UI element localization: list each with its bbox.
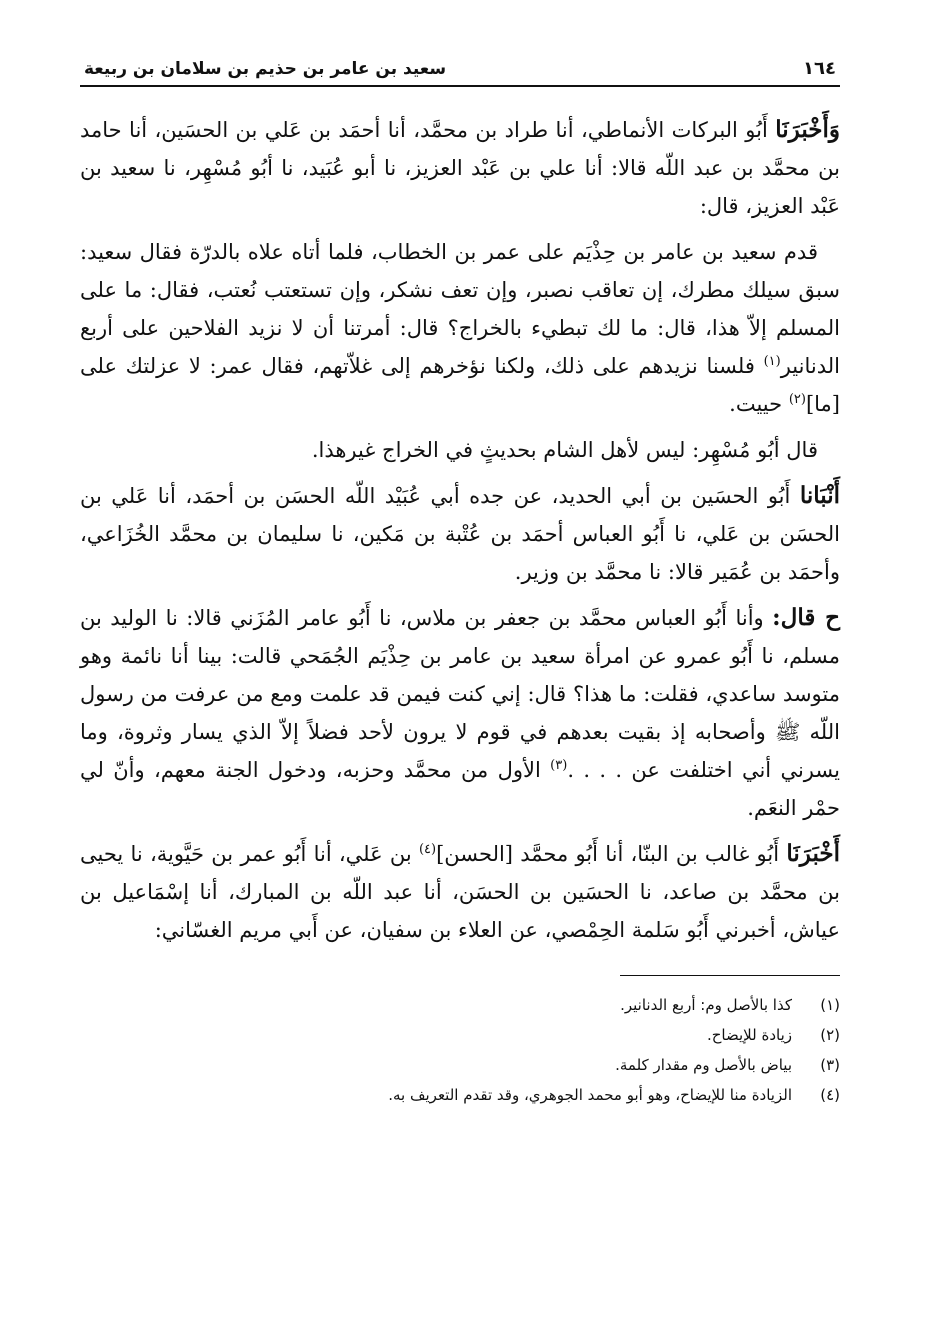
- footnote-ref-4: (٤): [418, 842, 437, 857]
- running-title: سعيد بن عامر بن حذيم بن سلامان بن ربيعة: [84, 59, 447, 79]
- footnote-ref-2: (٢): [788, 392, 806, 407]
- page-number: ١٦٤: [803, 58, 836, 79]
- footnote-number: (١): [820, 996, 840, 1014]
- paragraph-text: فلسنا نزيدهم على ذلك، ولكنا نؤخرهم إلى غلاّتهم، فقال عمر: لا عزلتك على [ما]: [80, 354, 840, 416]
- paragraph-text: أَبُو غالب بن البنّا، أنا أَبُو محمَّد [الحسن]: [436, 842, 780, 866]
- paragraph-text: أَبُو الحسَين بن أبي الحديد، عن جده أبي عُبَيْد اللّه الحسَن بن أحمَد، أنا عَلي بن الحسَن بن عَلي، نا أَبُو العباس أحمَد بن عُتْبة بن مَكين، نا سليمان بن محمَّد الخُزَاعي، وأحمَد بن عُمَير قالا: نا محمَّد بن وزير.: [80, 484, 840, 584]
- footnote-number: (٣): [820, 1056, 840, 1074]
- paragraph-4: [80, 477, 840, 591]
- paragraph-text: وأنا أَبُو العباس محمَّد بن جعفر بن ملاس، نا أَبُو عامر المُزَني قالا: نا الوليد بن مسلم، نا أَبُو عمرو عن امرأة سعيد بن عامر بن حِذْيَم الجُمَحي قالت: بينا أنا نائمة وهو متوسد ساعدي، فقلت: ما هذا؟ قال: إني كنت فيمن قد علمت ومع من عرفت من رسول اللّه ﷺ وأصحابه إذ بقيت بعدهم في قوم لا يرون لأحد فضلاً إلاّ الذي يسار وثروة، وما يسرني أني اختلفت عن . . . .: [80, 606, 840, 782]
- footnote: [80, 990, 840, 1020]
- footnote-number: (٤): [820, 1086, 840, 1104]
- narration-lead: أَخْبَرَنَا: [786, 840, 840, 867]
- footnote: [80, 1080, 840, 1110]
- footnote-text: كذا بالأصل وم: أربع الدنانير.: [620, 996, 792, 1014]
- paragraph-6: [80, 835, 840, 949]
- paragraph-5: [80, 599, 840, 827]
- paragraph-text: حييت.: [729, 392, 789, 416]
- footnote-text: زيادة للإيضاح.: [706, 1026, 792, 1044]
- paragraph-text: أَبُو البركات الأنماطي، أنا طراد بن محمَّد، أنا أحمَد بن عَلي بن الحسَين، أنا حامد بن محمَّد بن عبد اللّه قالا: أنا علي بن عَبْد العزيز، نا أبو عُبَيد، نا أبُو مُسْهِر، نا سعيد بن عَبْد العزيز، قال:: [80, 118, 840, 218]
- paragraph-1: [80, 111, 840, 225]
- main-text: [80, 111, 840, 949]
- narration-lead: أَنْبَانا: [799, 482, 840, 509]
- paragraph-text: بن عَلي، أنا أَبُو عمر بن حَيَّوية، نا يحيى بن محمَّد بن صاعد، نا الحسَين بن الحسَن، أنا عبد اللّه بن المبارك، أنا إسْمَاعيل بن عياش، أخبرني أَبُو سَلمة الحِمْصي، عن العلاء بن سفيان، عن أَبي مريم الغسّاني:: [80, 842, 840, 942]
- footnote-ref-3: (٣): [550, 758, 568, 773]
- footnote-number: (٢): [820, 1026, 840, 1044]
- footnote: [80, 1020, 840, 1050]
- page: [80, 58, 840, 1110]
- footnote-divider: [620, 975, 840, 976]
- footnote: [80, 1050, 840, 1080]
- paragraph-3: [80, 431, 840, 469]
- footnote-ref-1: (١): [763, 354, 781, 369]
- paragraph-text: قدم سعيد بن عامر بن حِذْيَم على عمر بن الخطاب، فلما أتاه علاه بالدرّة فقال سعيد: سبق سيلك مطرك، إن تعاقب نصبر، وإن تعف نشكر، وإن تستعتب نُعتب، فقال: ما على المسلم إلاّ هذا، قال: ما لك تبطيء بالخراج؟ قال: أمرتنا أن لا نزيد الفلاحين على أربع الدنانير: [80, 240, 841, 378]
- narration-lead: وَأَخْبَرَنَا: [775, 116, 840, 143]
- paragraph-2: [80, 233, 840, 423]
- footnotes: [80, 990, 840, 1110]
- footnote-text: الزيادة منا للإيضاح، وهو أبو محمد الجوهري، وقد تقدم التعريف به.: [388, 1086, 792, 1104]
- footnote-text: بياض بالأصل وم مقدار كلمة.: [615, 1056, 792, 1074]
- paragraph-text: قال أبُو مُسْهِر: ليس لأهل الشام بحديثٍ في الخراج غيرهذا.: [311, 438, 818, 462]
- narration-lead: ح قال:: [772, 604, 841, 631]
- paragraph-text: الأول من محمَّد وحزبه، ودخول الجنة معهم، وأنّ لي حمْر النعَم.: [80, 758, 840, 820]
- page-header: [80, 58, 840, 87]
